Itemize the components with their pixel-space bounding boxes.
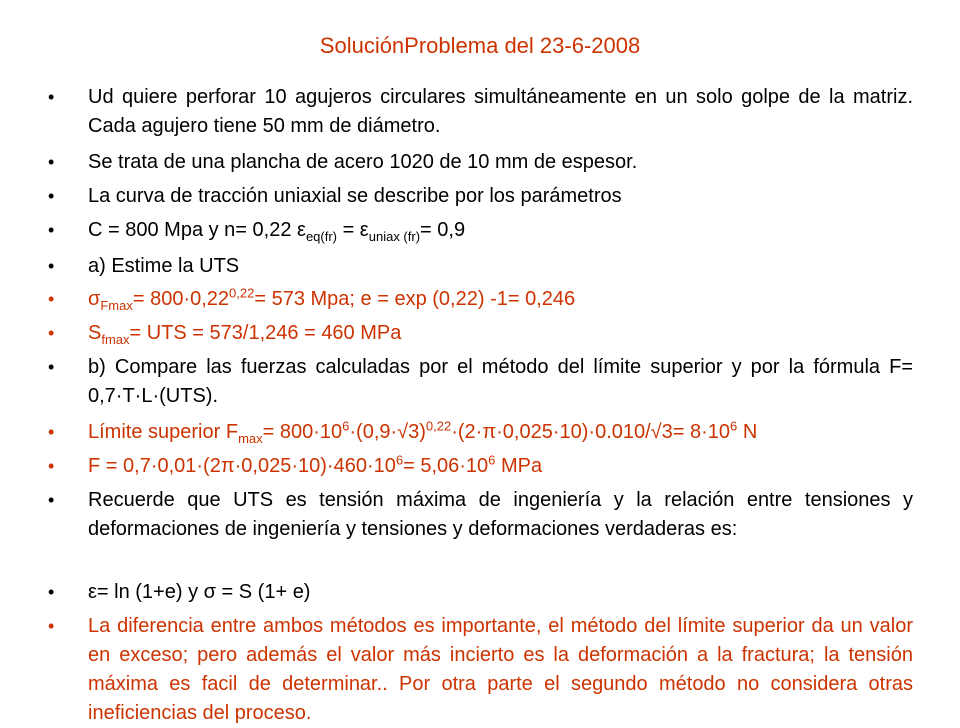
subscript: fmax [101, 332, 130, 347]
superscript: 6 [730, 418, 738, 434]
bullet-item [48, 353, 913, 411]
formula-text: = UTS = 573/1,246 = 460 MPa [129, 322, 402, 344]
bullet-item [48, 612, 913, 728]
bullet-text: Se trata de una plancha de acero 1020 de 10 mm de espesor. [88, 151, 638, 173]
bullet-item [48, 83, 913, 141]
formula-text: ·(0,9·√3) [349, 421, 426, 443]
bullet-dot: • [48, 186, 55, 206]
superscript: 6 [342, 418, 350, 434]
superscript: 0,22 [425, 418, 452, 434]
bullet-text: ε= ln (1+e) y σ = S (1+ e) [88, 581, 311, 603]
bullet-item [48, 216, 913, 245]
bullet-item [48, 452, 913, 481]
bullet-text: Recuerde que UTS es tensión máxima de ingeniería y la relación entre tensiones y deformaciones de ingeniería y tensiones y deformaciones verdaderas es: [88, 489, 913, 540]
formula-text: σ [88, 288, 101, 310]
subscript: eq(fr) [305, 229, 338, 244]
bullet-text: b) Compare las fuerzas calculadas por el método del límite superior y por la fórmula F= 0,7·T·L·(UTS). [88, 356, 913, 407]
formula-text: = 0,9 [420, 219, 466, 241]
bullet-item [48, 319, 913, 348]
bullet-dot: • [48, 289, 55, 309]
formula-text: ·(2·π·0,025·10)·0.010/√3= 8·10 [451, 421, 731, 443]
subscript: Fmax [100, 298, 133, 313]
superscript: 6 [488, 452, 496, 468]
slide-title: SoluciónProblema del 23-6-2008 [319, 33, 641, 58]
formula-text: F = 0,7·0,01·(2π·0,025·10)·460·10 [88, 455, 396, 477]
formula-text: = 5,06·10 [403, 455, 489, 477]
bullet-dot: • [48, 582, 55, 602]
formula-text: Límite superior F [88, 421, 239, 443]
subscript: uniax (fr) [368, 229, 421, 244]
bullet-item [48, 252, 913, 281]
bullet-dot: • [48, 422, 55, 442]
bullet-text: a) Estime la UTS [88, 255, 240, 277]
bullet-dot: • [48, 87, 55, 107]
formula-text: MPa [495, 455, 543, 477]
bullet-text: La diferencia entre ambos métodos es importante, el método del límite superior da un valor en exceso; pero además el valor más incierto es la deformación a la fractura; la tensión máxima es facil de determinar.. Por otra parte el segundo método no considera otras ineficiencias del proceso. [88, 615, 913, 724]
bullet-text: Ud quiere perforar 10 agujeros circulares simultáneamente en un solo golpe de la matriz. Cada agujero tiene 50 mm de diámetro. [88, 86, 913, 137]
formula-text: S [88, 322, 102, 344]
formula-text: = 800·0,22 [132, 288, 230, 310]
bullet-dot: • [48, 152, 55, 172]
bullet-dot: • [48, 357, 55, 377]
formula-text: = 800·10 [262, 421, 343, 443]
bullet-dot: • [48, 323, 55, 343]
superscript: 6 [395, 452, 404, 468]
bullet-dot: • [48, 490, 55, 510]
bullet-item [48, 182, 913, 211]
bullet-item [48, 148, 913, 177]
bullet-item [48, 418, 913, 447]
bullet-dot: • [48, 220, 55, 240]
formula-text: = 573 Mpa; e = exp (0,22) -1= 0,246 [254, 288, 576, 310]
bullet-dot: • [48, 456, 55, 476]
superscript: 0,22 [229, 285, 255, 301]
bullet-dot: • [48, 256, 55, 276]
formula-text: C = 800 Mpa y n= 0,22 ε [88, 219, 306, 241]
bullet-item [48, 486, 913, 544]
subscript: max [238, 431, 263, 446]
formula-text: = ε [337, 219, 369, 241]
bullet-item [48, 578, 913, 607]
bullet-dot: • [48, 616, 55, 636]
bullet-item [48, 285, 913, 314]
formula-text: N [737, 421, 758, 443]
bullet-text: La curva de tracción uniaxial se describe por los parámetros [88, 185, 622, 207]
